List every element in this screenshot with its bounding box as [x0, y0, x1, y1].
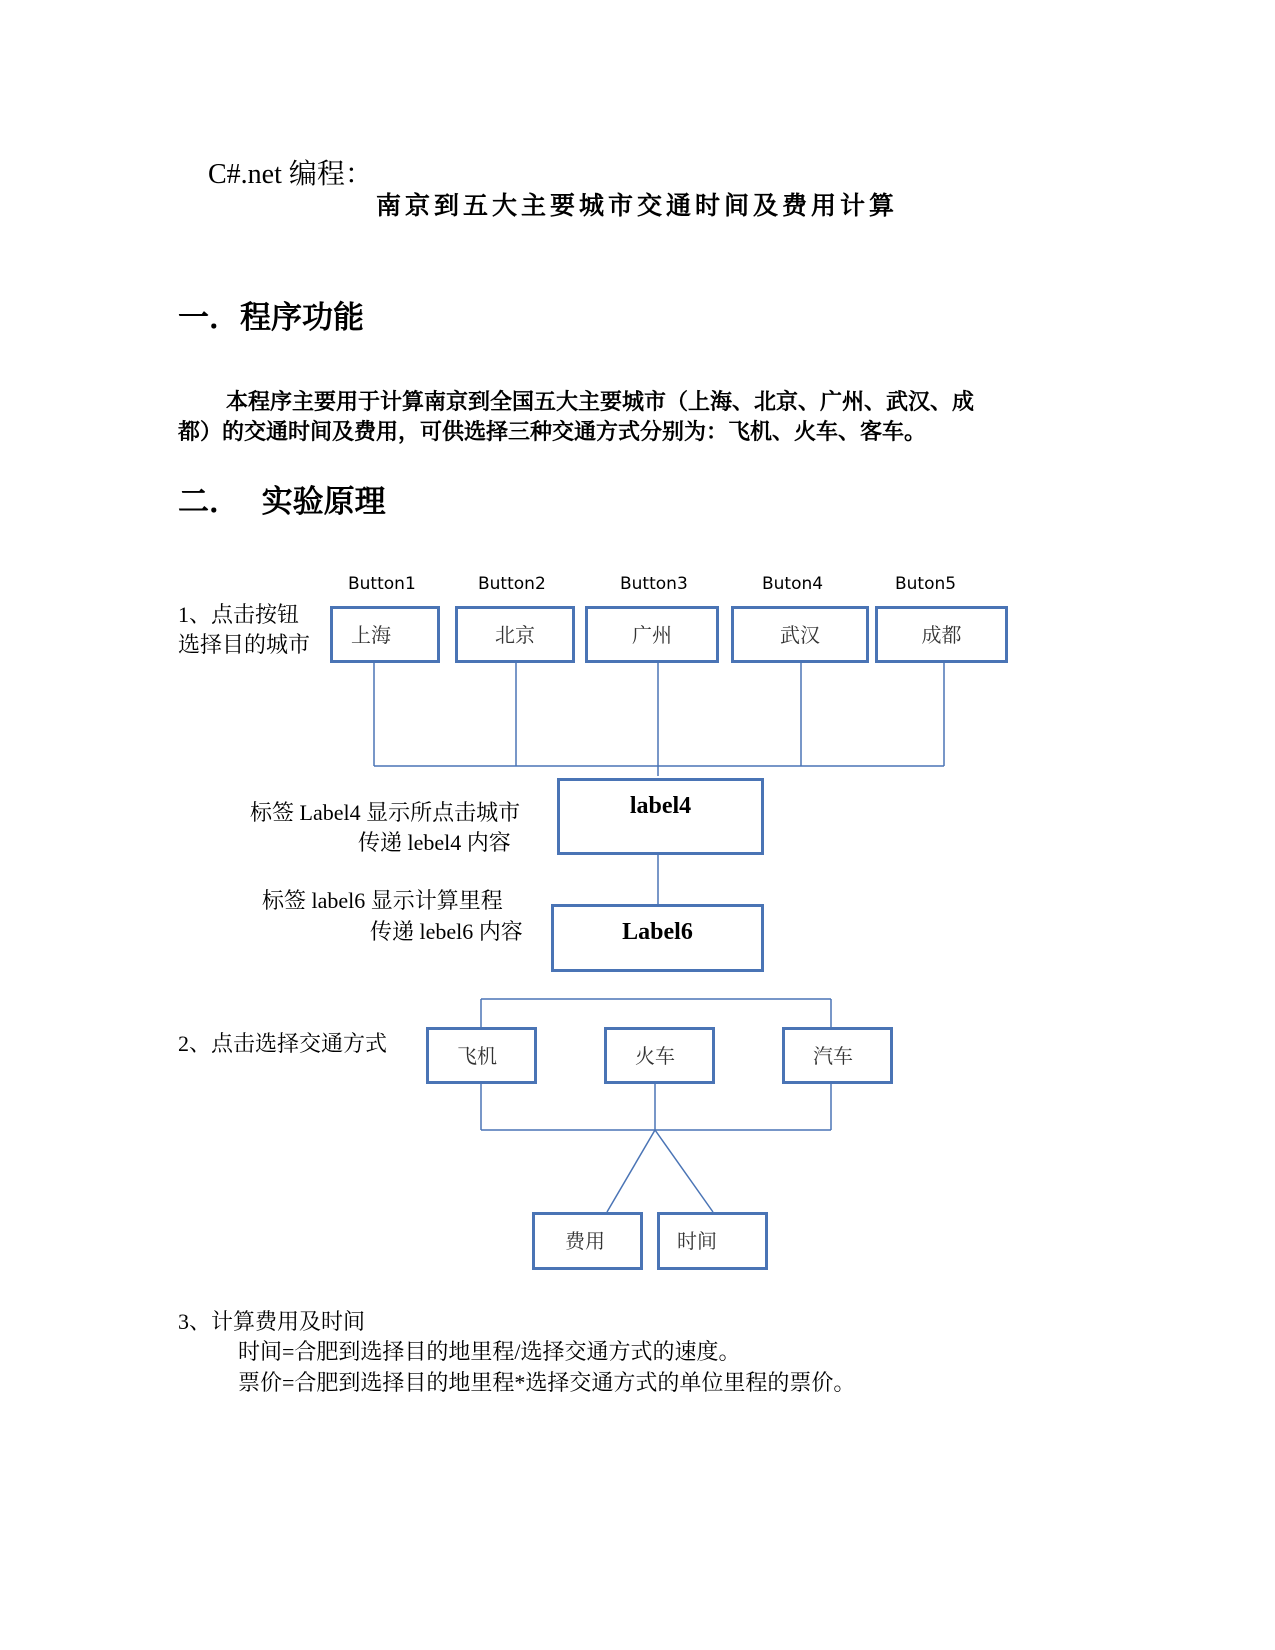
- section3-title: 3、计算费用及时间: [178, 1309, 366, 1334]
- city-box-label: 上海: [351, 625, 391, 647]
- section3-line2: 票价=合肥到选择目的地里程*选择交通方式的单位里程的票价。: [238, 1370, 856, 1395]
- label4-note-line2: 传递 lebel4 内容: [358, 830, 511, 855]
- city-box-shanghai: [330, 606, 440, 663]
- label6-box-text: Label6: [622, 919, 693, 945]
- step1-label-line1: 1、点击按钮: [178, 602, 300, 627]
- city-box-beijing: [455, 606, 575, 663]
- step1-label-line2: 选择目的城市: [178, 632, 311, 657]
- doc-subtitle: 南京到五大主要城市交通时间及费用计算: [376, 193, 899, 220]
- output-box-label: 费用: [565, 1231, 605, 1253]
- city-box-label: 北京: [495, 625, 535, 647]
- city-box-chengdu: [875, 606, 1008, 663]
- button4-control-name: Buton4: [762, 574, 824, 594]
- button1-control-name: Button1: [348, 574, 416, 594]
- section1-paragraph-line1: 本程序主要用于计算南京到全国五大主要城市（上海、北京、广州、武汉、成: [226, 390, 975, 415]
- label6-note-line1: 标签 label6 显示计算里程: [262, 888, 503, 913]
- section2-heading: 二． 实验原理: [178, 484, 386, 520]
- city-box-wuhan: [731, 606, 869, 663]
- transport-box-bus: [782, 1027, 893, 1084]
- output-box-label: 时间: [677, 1231, 717, 1253]
- city-box-guangzhou: [585, 606, 719, 663]
- transport-box-label: 飞机: [457, 1046, 497, 1068]
- label4-box-text: label4: [629, 793, 692, 819]
- city-box-label: 武汉: [780, 625, 820, 647]
- transport-box-plane: [426, 1027, 537, 1084]
- label6-box: [551, 904, 764, 972]
- button3-control-name: Button3: [620, 574, 688, 594]
- connector-line: [655, 1130, 713, 1212]
- transport-box-label: 火车: [635, 1046, 675, 1068]
- label4-note-line1: 标签 Label4 显示所点击城市: [250, 800, 521, 825]
- output-box-time: [657, 1212, 768, 1270]
- city-box-label: 成都: [921, 625, 962, 647]
- transport-box-train: [604, 1027, 715, 1084]
- section1-heading: 一．程序功能: [178, 300, 364, 336]
- button5-control-name: Buton5: [895, 574, 957, 594]
- label6-note-line2: 传递 lebel6 内容: [370, 919, 523, 944]
- step2-label: 2、点击选择交通方式: [178, 1031, 388, 1056]
- section1-paragraph-line2: 都）的交通时间及费用，可供选择三种交通方式分别为：飞机、火车、客车。: [178, 420, 927, 445]
- city-box-label: 广州: [632, 625, 672, 647]
- button2-control-name: Button2: [478, 574, 546, 594]
- section3-line1: 时间=合肥到选择目的地里程/选择交通方式的速度。: [238, 1339, 741, 1364]
- output-box-cost: [532, 1212, 643, 1270]
- transport-box-label: 汽车: [813, 1046, 853, 1068]
- connector-line: [607, 1130, 655, 1212]
- label4-box: [557, 778, 764, 855]
- doc-title: C#.net 编程：: [208, 159, 373, 190]
